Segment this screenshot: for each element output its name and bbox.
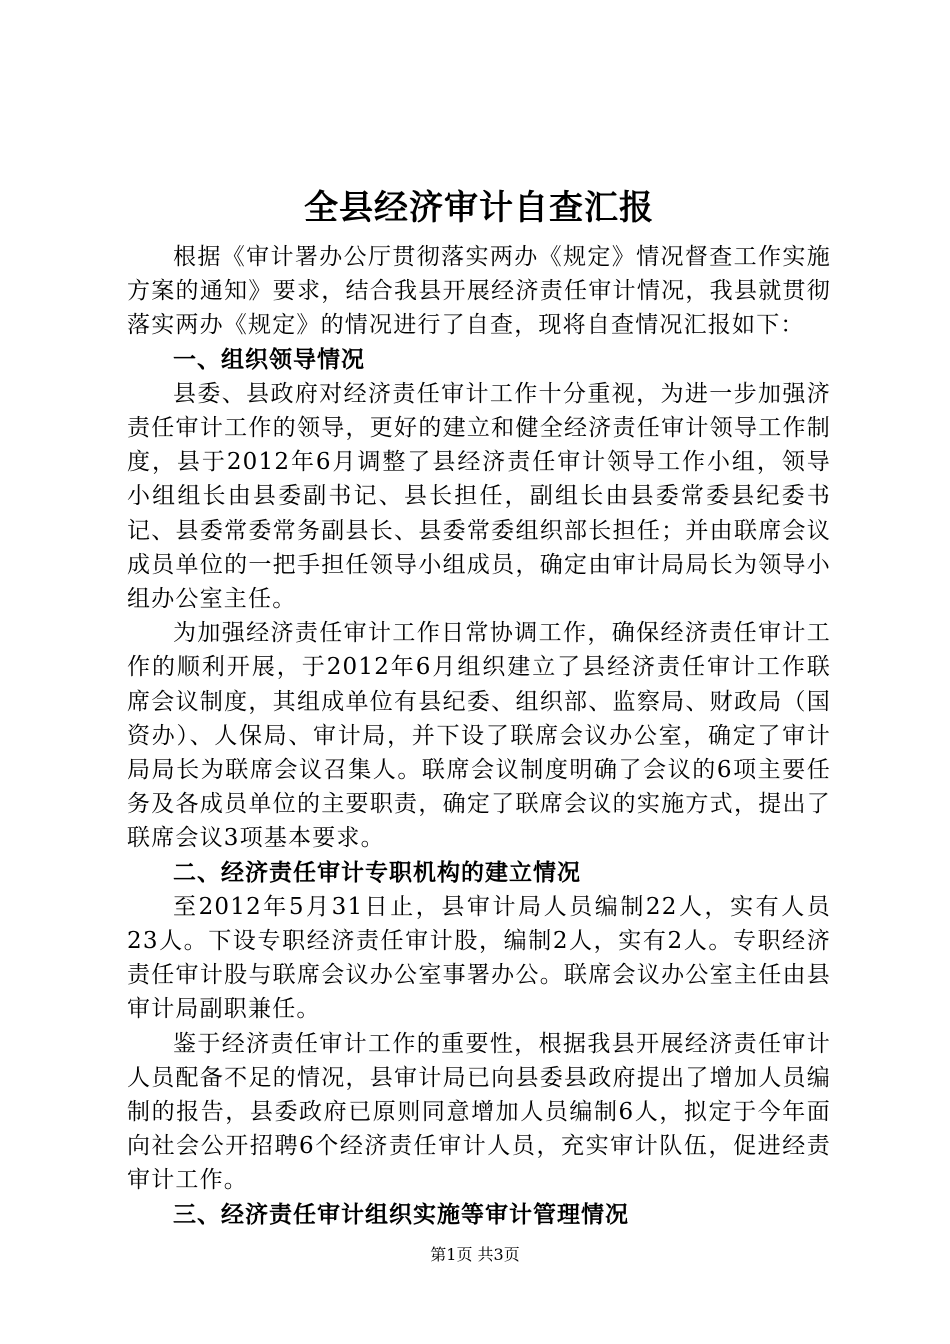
section-2: [127, 856, 831, 1198]
section-heading: 三、经济责任审计组织实施等审计管理情况: [173, 1201, 629, 1228]
section-1: [127, 343, 831, 856]
page-footer: 第1页 共3页: [430, 1245, 520, 1264]
section-paragraph: 县委、县政府对经济责任审计工作十分重视，为进一步加强济责任审计工作的领导，更好的建立和健全经济责任审计领导工作制度，县于2012年6月调整了县经济责任审计领导工作小组，领导小组组长由县委副书记、县长担任，副组长由县委常委县纪委书记、县委常委常务副县长、县委常委组织部长担任；并由联席会议成员单位的一把手担任领导小组成员，确定由审计局局长为领导小组办公室主任。: [127, 380, 831, 613]
document-body: [127, 180, 831, 1232]
section-heading: 一、组织领导情况: [173, 346, 365, 373]
section-heading: 二、经济责任审计专职机构的建立情况: [173, 859, 581, 886]
section-paragraph: 至2012年5月31日止，县审计局人员编制22人，实有人员23人。下设专职经济责任审计股，编制2人，实有2人。专职经济责任审计股与联席会议办公室事署办公。联席会议办公室主任由县审计局副职兼任。: [127, 893, 831, 1023]
intro-paragraph: 根据《审计署办公厅贯彻落实两办《规定》情况督查工作实施方案的通知》要求，结合我县开展经济责任审计情况，我县就贯彻落实两办《规定》的情况进行了自查，现将自查情况汇报如下：: [127, 244, 831, 339]
section-paragraph: 鉴于经济责任审计工作的重要性，根据我县开展经济责任审计人员配备不足的情况，县审计局已向县委县政府提出了增加人员编制的报告，县委政府已原则同意增加人员编制6人，拟定于今年面向社会公开招聘6个经济责任审计人员，充实审计队伍，促进经责审计工作。: [127, 1030, 831, 1194]
document-title: 全县经济审计自查汇报: [304, 188, 654, 228]
section-3: [127, 1198, 831, 1232]
section-paragraph: 为加强经济责任审计工作日常协调工作，确保经济责任审计工作的顺利开展，于2012年6月组织建立了县经济责任审计工作联席会议制度，其组成单位有县纪委、组织部、监察局、财政局（国资办）、人保局、审计局，并下设了联席会议办公室，确定了审计局局长为联席会议召集人。联席会议制度明确了会议的6项主要任务及各成员单位的主要职责，确定了联席会议的实施方式，提出了联席会议3项基本要求。: [127, 620, 831, 852]
